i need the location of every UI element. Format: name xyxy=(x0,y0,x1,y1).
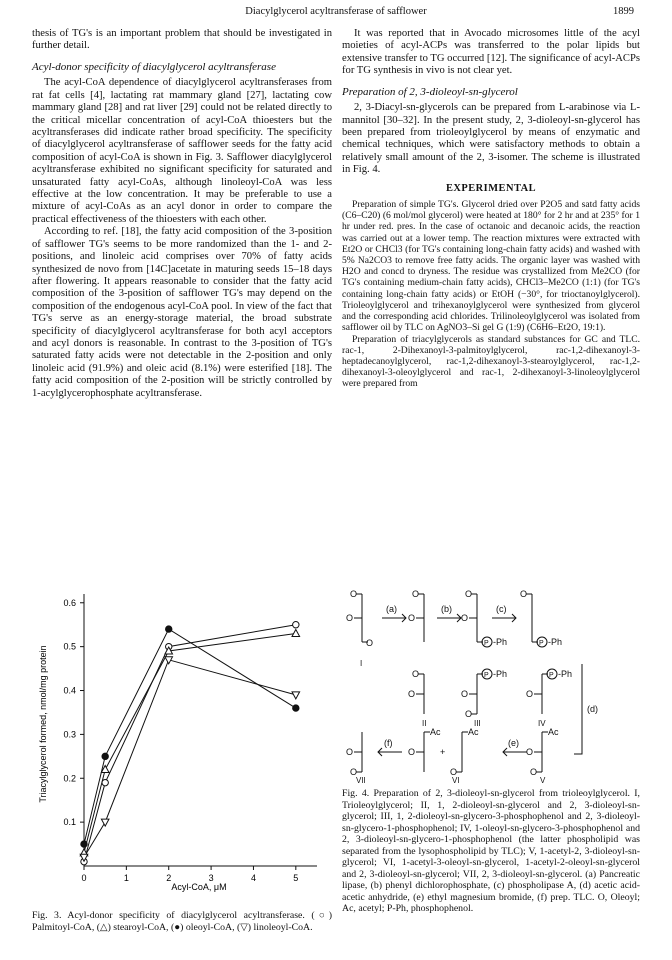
x-tick-label: 0 xyxy=(81,873,87,883)
oleoyl-label: O xyxy=(526,747,534,757)
x-tick-label: 1 xyxy=(123,873,129,883)
y-tick-label: 0.5 xyxy=(63,641,76,652)
compound-label-I: I xyxy=(360,659,363,668)
reaction-label-d: (d) xyxy=(587,704,598,714)
figure-3-caption: Fig. 3. Acyl-donor specificity of diacylglycerol acyltransferase. (○) Palmitoyl-CoA, (△) stearoyl-CoA, (●) oleoyl-CoA, (▽) linoleoyl-CoA. xyxy=(32,910,332,933)
scheme-svg xyxy=(342,574,642,784)
figure-3-chart xyxy=(32,574,332,914)
oleoyl-label: O xyxy=(350,767,358,777)
data-point-oleoyl xyxy=(293,705,299,711)
paragraph: Preparation of triacylglycerols as standard substances for GC and TLC. rac-1, 2-Dihexanoyl-3-palmitoylglycerol, rac-1,2-dihexanoyl-3-heptadecanoylglycerol, rac-1,2-dihexanoyl-3-stearoylglycerol, rac-1,2-dihexanoyl-3-oleoylglycerol and rac-1, 2-dihexanoyl-3-linoleoylglycerol were prepared from xyxy=(342,333,640,390)
phenyl-label: -Ph xyxy=(493,669,508,679)
oleoyl-label: O xyxy=(465,589,473,599)
compound-label-VI: VI xyxy=(452,776,460,784)
reaction-bracket xyxy=(574,664,582,754)
running-header xyxy=(0,6,672,22)
oleoyl-label: O xyxy=(526,689,534,699)
oleoyl-label: O xyxy=(350,589,358,599)
oleoyl-label: O xyxy=(412,669,420,679)
x-tick-label: 4 xyxy=(250,873,256,883)
glycerol-backbone xyxy=(416,732,430,772)
data-point-linoleoyl xyxy=(292,692,300,699)
reaction-label-c: (c) xyxy=(496,604,507,614)
data-point-palmitoyl xyxy=(293,622,299,628)
glycerol-backbone xyxy=(469,594,483,642)
oleoyl-label: O xyxy=(408,613,416,623)
series-line-linoleoyl-coa xyxy=(84,660,296,857)
glycerol-backbone xyxy=(416,594,424,642)
arrow xyxy=(492,614,516,622)
left-column xyxy=(32,28,332,400)
reaction-label-f: (f) xyxy=(384,738,393,748)
data-point-oleoyl xyxy=(102,753,108,759)
y-tick-label: 0.3 xyxy=(63,729,76,740)
phenyl-label: -Ph xyxy=(558,669,573,679)
chart-axes xyxy=(63,594,317,883)
oleoyl-label: O xyxy=(465,709,473,719)
oleoyl-label: O xyxy=(461,613,469,623)
oleoyl-label: O xyxy=(366,638,374,648)
glycerol-backbone xyxy=(534,732,548,772)
data-point-stearoyl xyxy=(292,629,300,636)
section-heading: Acyl-donor specificity of diacylglycerol acyltransferase xyxy=(32,60,276,73)
series-line-stearoyl-coa xyxy=(84,634,296,853)
oleoyl-label: O xyxy=(461,689,469,699)
series-line-palmitoyl-coa xyxy=(84,625,296,862)
paragraph: According to ref. [18], the fatty acid composition of the 3-position of safflower TG's seems to be more randomized than the 1- and 2-positions, and linoleic acid comprises over 70% of fatty acids synthesized de novo from [14C]acetate in maturing seeds 15–18 days after flowering. It appears reasonable to consider that the fatty acid composition of the 3-position of safflower TG's may depend on the composition of the endogenous acyl-CoA pool. In view of the fact that TG's serve as an energy-storage material, the broad substrate specificity of diacylglycerol acyltransferase for both acyl acceptors and acyl donors is reasonable. In contrast to the 3-position of TG's saturated fatty acids were not detectable in the 2-position and only linoleic acid (91.9%) and oleic acid (8.1%) were esterified [18]. The fatty acid composition of the 2-position will be strictly controlled by 1-acylglycerophosphate acyltransferase. xyxy=(32,226,332,399)
arrow xyxy=(503,748,527,756)
oleoyl-label: O xyxy=(408,689,416,699)
y-tick-label: 0.2 xyxy=(63,773,76,784)
acetyl-label: Ac xyxy=(468,727,479,737)
right-column xyxy=(342,28,640,390)
compound-label-IV: IV xyxy=(538,719,546,728)
y-tick-label: 0.6 xyxy=(63,597,76,608)
figure-4-scheme xyxy=(342,574,642,784)
glycerol-backbone xyxy=(416,674,424,714)
chart-series xyxy=(80,622,299,865)
oleoyl-label: O xyxy=(346,747,354,757)
phospho-p: P xyxy=(484,640,489,647)
arrow xyxy=(382,614,406,622)
acetyl-label: Ac xyxy=(548,727,559,737)
oleoyl-label: O xyxy=(408,747,416,757)
glycerol-backbone xyxy=(469,674,483,714)
arrow xyxy=(378,748,402,756)
paragraph: Preparation of simple TG's. Glycerol dried over P2O5 and satd fatty acids (C6–C20) (6 mol/mol glycerol) were heated at 180° for 2 hr and at 235° for 1 hr under red. pres. In the case of octanoic and decanoic acids, the reaction was carried out at a lower temp. The reaction mixtures were extracted with Et2O or CHCl3 (for TG's containing long-chain fatty acids) and washed with 5% Na2CO3 to remove free fatty acids. The organic layer was washed with H2O and concd to dryness. The residue was crystallized from Me2CO (for TG's containing medium-chain fatty acids), CHCl3–Me2CO (1:1) (for TG's containing long-chain fatty acids) or EtOH (−30°, for trioctanoylglycerol). Trioleoylglycerol and trihexanoylglycerol were synthesized from glycerol and the corresponding acid chlorides. Trilinoleoylglycerol was isolated from safflower oil by TLC on AgNO3–Si gel G (1:9) (C6H6–Et2O, 19:1). xyxy=(342,199,640,334)
figure-4-caption: Fig. 4. Preparation of 2, 3-dioleoyl-sn-glycerol from trioleoylglycerol. I, Trioleoylglycerol; II, 1, 2-dioleoyl-sn-glycerol and 2, 3-dioleoyl-sn-glycerol; III, 1, 2-dioleoyl-sn-glycero-3-phosphophenol and 2, 3-dioleoyl-sn-glycero-1-phosphophenol; IV, 1-oleoyl-sn-glycero-3-phosphophenol and 2, 3-dioleoyl-sn-glycero-1-phosphophenol (the latter phospholipid was separated from the lysophospholipid by TLC); V, 1-acetyl-2, 3-dioleoyl-sn-glycerol; VI, 1-acetyl-3-oleoyl-sn-glycerol, 1-acetyl-2-oleoyl-sn-glycerol and 2, 3-dioleoyl-sn-glycerol; VII, 2, 3-dioleoyl-sn-glycerol. (a) Pancreatic lipase, (b) phenyl dichlorophosphate, (c) phospholipase A, (d) acetic acid-acetic anhydride, (e) ethyl magnesium bromide, (f) prep. TLC. O, Oleoyl; Ac, acetyl; P-Ph, phosphophenol. xyxy=(342,788,640,914)
oleoyl-label: O xyxy=(530,767,538,777)
compound-label-VII: VII xyxy=(356,776,366,784)
x-axis-label: Acyl-CoA, μM xyxy=(171,882,227,892)
data-point-oleoyl xyxy=(81,841,87,847)
x-tick-label: 3 xyxy=(208,873,214,883)
y-tick-label: 0.4 xyxy=(63,685,76,696)
series-line-oleoyl-coa xyxy=(84,629,296,844)
glycerol-backbone xyxy=(456,732,468,772)
data-point-linoleoyl xyxy=(101,819,109,826)
data-point-oleoyl xyxy=(166,626,172,632)
plus-sign: + xyxy=(440,747,446,757)
oleoyl-label: O xyxy=(412,589,420,599)
glycerol-backbone xyxy=(534,674,548,714)
phenyl-label: -Ph xyxy=(548,637,563,647)
glycerol-backbone xyxy=(354,594,368,642)
oleoyl-label: O xyxy=(520,589,528,599)
section-heading: Preparation of 2, 3-dioleoyl-sn-glycerol xyxy=(342,85,518,98)
y-tick-label: 0.1 xyxy=(63,817,76,828)
arrow xyxy=(437,614,461,622)
section-heading-experimental: EXPERIMENTAL xyxy=(445,182,537,194)
paragraph: thesis of TG's is an important problem that should be investigated in further detail. xyxy=(32,28,332,52)
reaction-label-e: (e) xyxy=(508,738,519,748)
reaction-label-b: (b) xyxy=(441,604,452,614)
compound-label-V: V xyxy=(540,776,546,784)
paragraph: It was reported that in Avocado microsomes little of the acyl moieties of acyl-ACPs was transferred to the polar lipids but extensive transfer to TG occurred [12]. The significance of acyl-ACPs for TG synthesis in vivo is not clear yet. xyxy=(342,28,640,77)
reaction-label-a: (a) xyxy=(386,604,397,614)
y-axis-label: Triacylglycerol formed, nmol/mg protein xyxy=(38,645,48,803)
running-title: Diacylglycerol acyltransferase of safflower xyxy=(245,6,427,17)
compound-label-III: III xyxy=(474,719,481,728)
oleoyl-label: O xyxy=(346,613,354,623)
paragraph: The acyl-CoA dependence of diacylglycerol acyltransferases from rat fat cells [4], lactating rat mammary gland [27], lactating cow mammary gland [28] and rat liver [29] could not be related directly to the critical micellar concentration of acyl-CoA thioesters but the acyltransferases did indicate rather broad specificity. The specificity of diacylglycerol acyltransferase of safflower seeds for the fatty acid composition of acyl-CoA is shown in Fig. 3. Safflower diacylglycerol acyltransferase exhibited no significant specificity for saturated and unsaturated fatty acyl-CoAs, although linoleoyl-CoA was less effective at the low concentration. It may be preferable to use a mixture of acyl-CoAs as an acyl donor in order to compare the practical effectiveness of the thioesters with each other. xyxy=(32,77,332,225)
glycerol-backbone xyxy=(354,732,362,772)
data-point-palmitoyl xyxy=(102,779,108,785)
x-tick-label: 5 xyxy=(293,873,299,883)
acetyl-label: Ac xyxy=(430,727,441,737)
phenyl-label: -Ph xyxy=(493,637,508,647)
glycerol-backbone xyxy=(526,594,538,642)
paragraph: 2, 3-Diacyl-sn-glycerols can be prepared from L-arabinose via L-mannitol [30–32]. In the present study, 2, 3-dioleoyl-sn-glycerol has been prepared from trioleoylglycerol by means of enzymatic and chemical techniques, which were satisfactory methods to obtain a relatively small amount of the 2, 3-isomer. The scheme is illustrated in Fig. 4. xyxy=(342,102,640,176)
compound-label-II: II xyxy=(422,719,427,728)
x-tick-label: 2 xyxy=(166,873,172,883)
page-number: 1899 xyxy=(613,6,634,17)
oleoyl-label: O xyxy=(450,767,458,777)
chart-svg xyxy=(32,574,332,909)
phospho-p: P xyxy=(549,672,554,679)
phospho-p: P xyxy=(484,672,489,679)
phospho-p: P xyxy=(539,640,544,647)
